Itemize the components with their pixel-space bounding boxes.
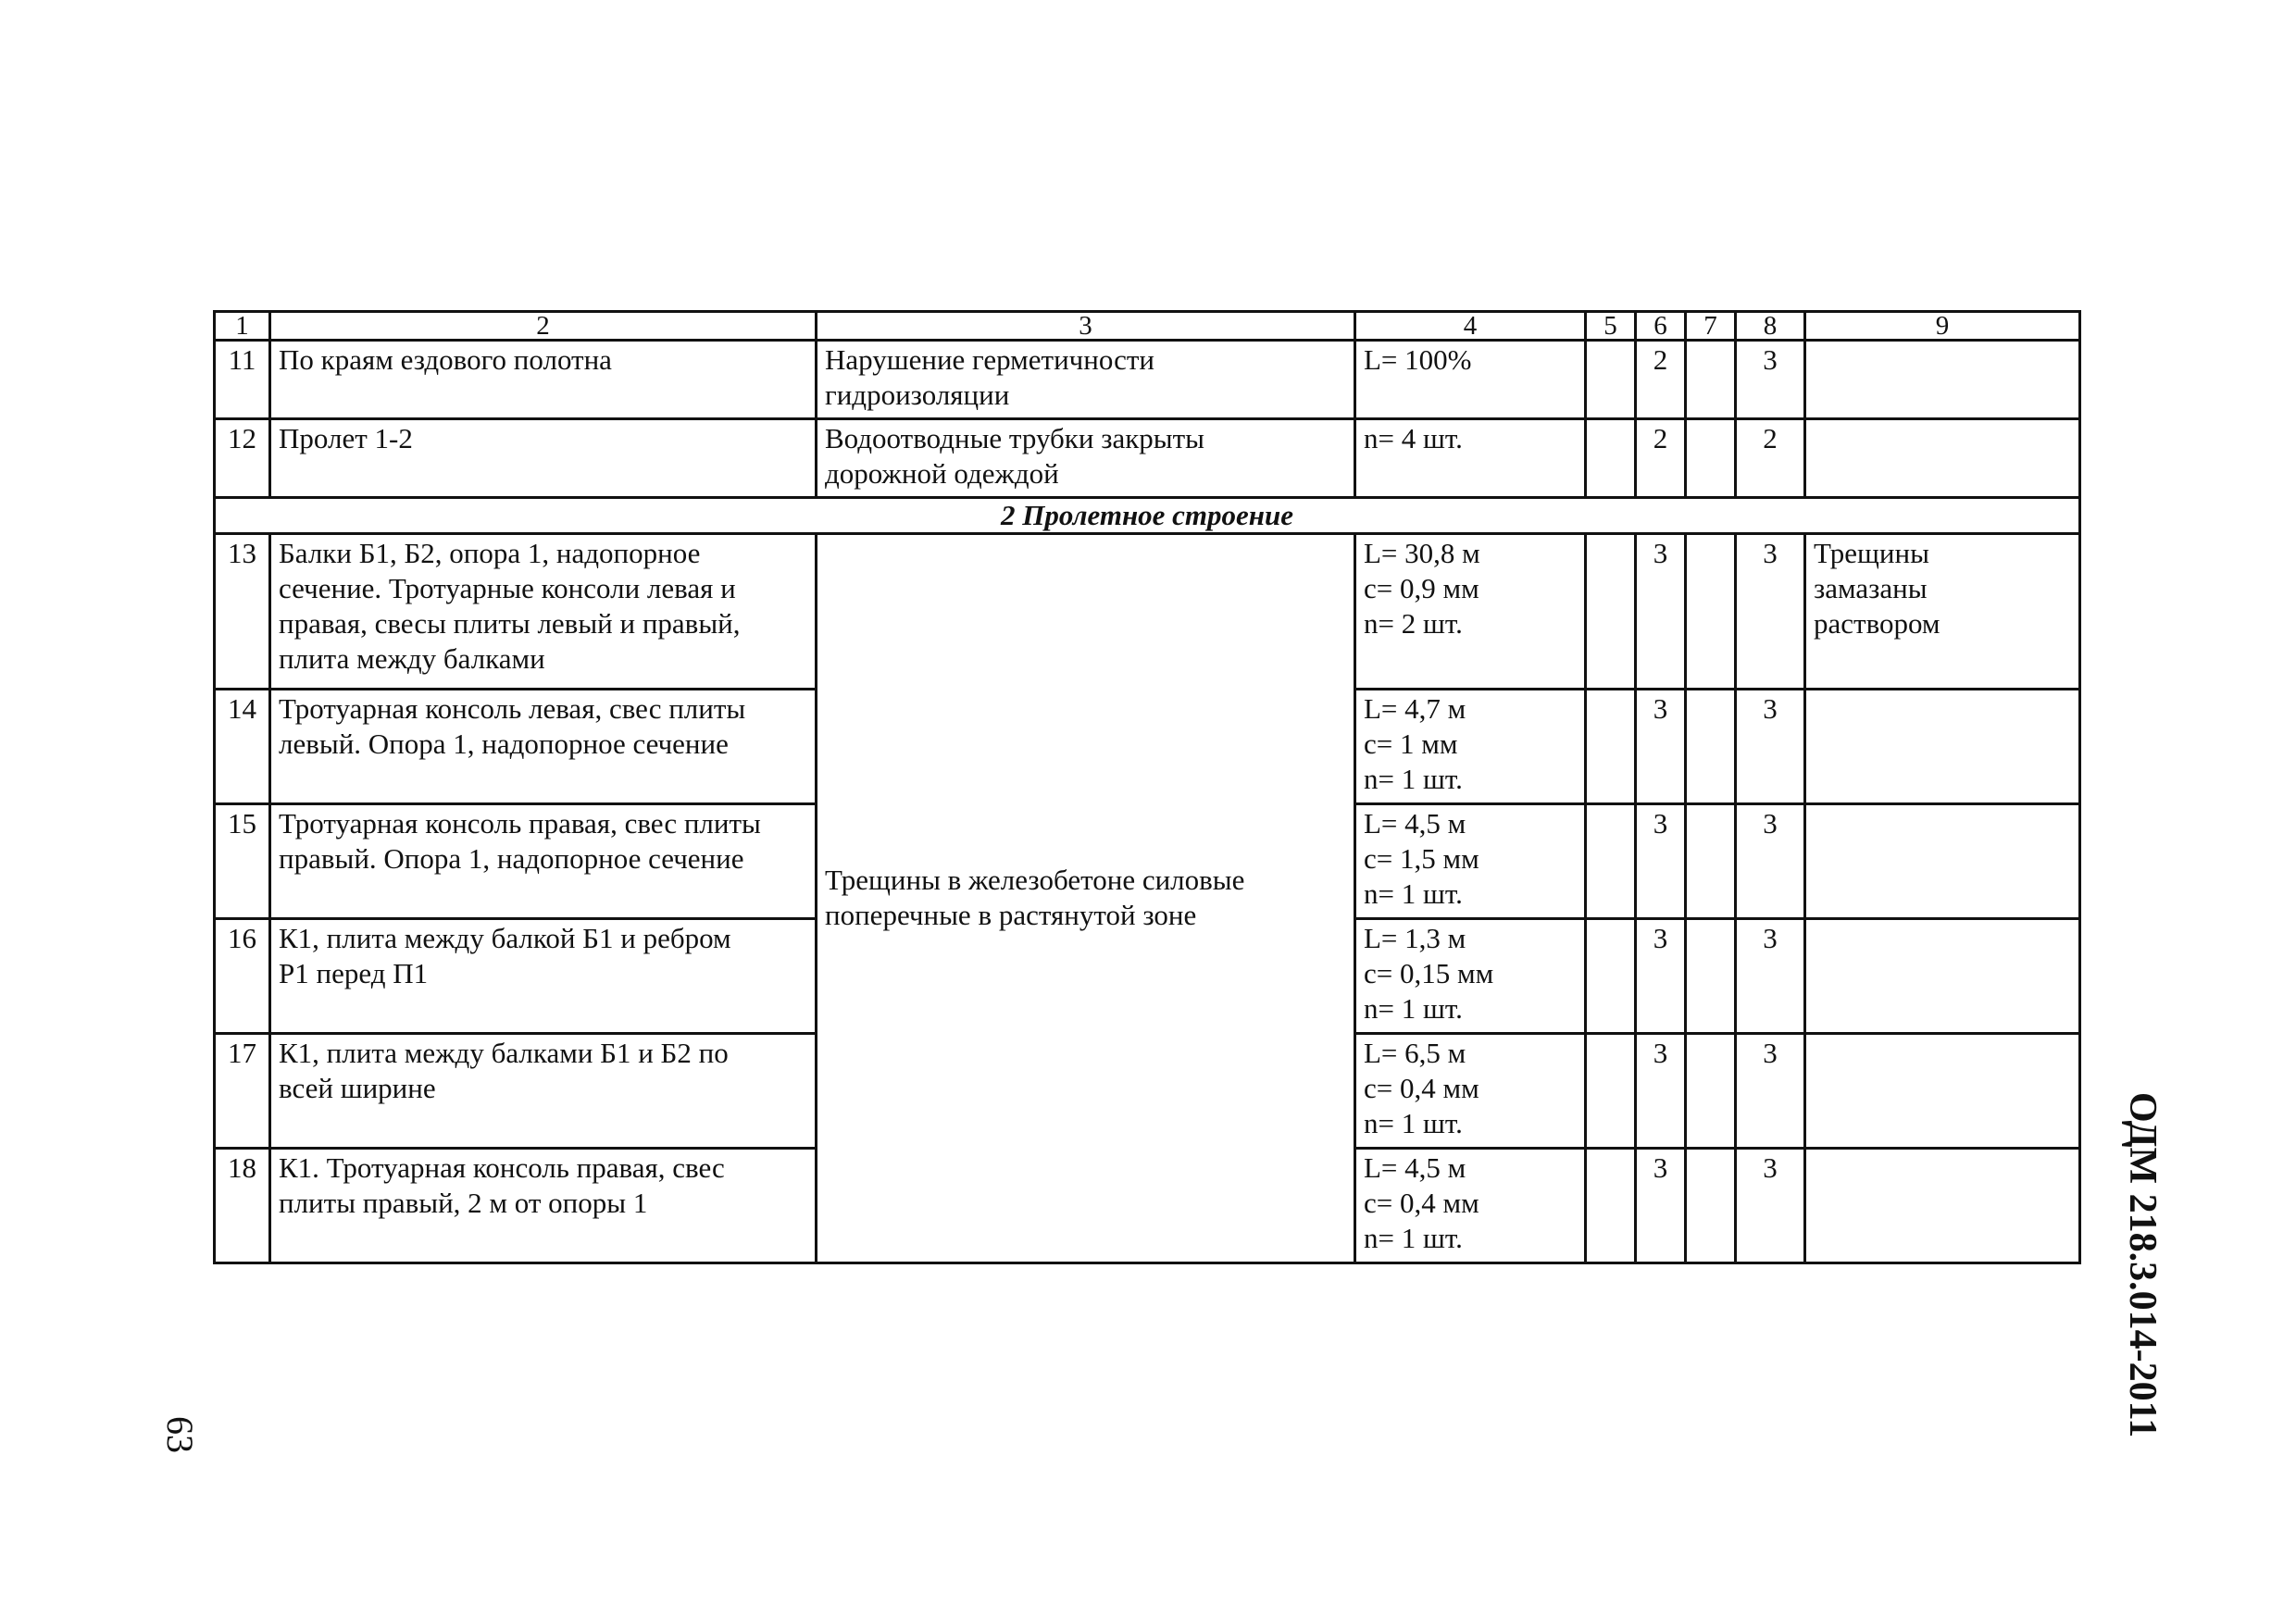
params-cell: L= 4,5 м c= 0,4 мм n= 1 шт. (1355, 1149, 1586, 1263)
row-number: 14 (215, 690, 270, 804)
col8-cell: 3 (1736, 1149, 1805, 1263)
row-number: 18 (215, 1149, 270, 1263)
col6-cell: 3 (1636, 1034, 1686, 1149)
col7-cell (1686, 1034, 1736, 1149)
row-number: 16 (215, 919, 270, 1034)
header-col-3: 3 (817, 312, 1355, 341)
col8-cell: 3 (1736, 919, 1805, 1034)
row-number: 13 (215, 534, 270, 690)
col7-cell (1686, 534, 1736, 690)
row-number: 17 (215, 1034, 270, 1149)
header-col-7: 7 (1686, 312, 1736, 341)
params-cell: L= 100% (1355, 341, 1586, 419)
col5-cell (1586, 690, 1636, 804)
defect-cell: Водоотводные трубки закрыты дорожной одеждой (817, 419, 1355, 498)
header-col-6: 6 (1636, 312, 1686, 341)
col6-cell: 3 (1636, 690, 1686, 804)
notes-cell (1805, 341, 2080, 419)
notes-cell (1805, 419, 2080, 498)
col7-cell (1686, 690, 1736, 804)
col6-cell: 2 (1636, 341, 1686, 419)
col7-cell (1686, 341, 1736, 419)
col6-cell: 3 (1636, 919, 1686, 1034)
col8-cell: 3 (1736, 534, 1805, 690)
location-cell: К1, плита между балками Б1 и Б2 по всей ширине (270, 1034, 817, 1149)
row-number: 15 (215, 804, 270, 919)
header-col-9: 9 (1805, 312, 2080, 341)
header-col-4: 4 (1355, 312, 1586, 341)
notes-cell (1805, 690, 2080, 804)
params-cell: n= 4 шт. (1355, 419, 1586, 498)
params-cell: L= 4,7 м c= 1 мм n= 1 шт. (1355, 690, 1586, 804)
notes-cell: Трещины замазаны раствором (1805, 534, 2080, 690)
table-header-row (215, 312, 2080, 341)
notes-cell (1805, 919, 2080, 1034)
col7-cell (1686, 804, 1736, 919)
notes-cell (1805, 804, 2080, 919)
location-cell: К1, плита между балкой Б1 и ребром Р1 перед П1 (270, 919, 817, 1034)
defect-cell: Нарушение герметичности гидроизоляции (817, 341, 1355, 419)
table-row (215, 534, 2080, 690)
notes-cell (1805, 1034, 2080, 1149)
location-cell: Тротуарная консоль правая, свес плиты правый. Опора 1, надопорное сечение (270, 804, 817, 919)
page-number: 63 (159, 1416, 201, 1453)
col8-cell: 3 (1736, 341, 1805, 419)
col7-cell (1686, 1149, 1736, 1263)
col5-cell (1586, 534, 1636, 690)
header-col-5: 5 (1586, 312, 1636, 341)
col6-cell: 2 (1636, 419, 1686, 498)
col6-cell: 3 (1636, 1149, 1686, 1263)
header-col-8: 8 (1736, 312, 1805, 341)
location-cell: Тротуарная консоль левая, свес плиты левый. Опора 1, надопорное сечение (270, 690, 817, 804)
notes-cell (1805, 1149, 2080, 1263)
col8-cell: 3 (1736, 690, 1805, 804)
table-row (215, 419, 2080, 498)
col8-cell: 2 (1736, 419, 1805, 498)
location-cell: Балки Б1, Б2, опора 1, надопорное сечение. Тротуарные консоли левая и правая, свесы плиты левый и правый, плита между балками (270, 534, 817, 690)
location-cell: Пролет 1-2 (270, 419, 817, 498)
col5-cell (1586, 1149, 1636, 1263)
section-row (215, 498, 2080, 534)
col7-cell (1686, 919, 1736, 1034)
col5-cell (1586, 919, 1636, 1034)
params-cell: L= 1,3 м c= 0,15 мм n= 1 шт. (1355, 919, 1586, 1034)
document-code: ОДМ 218.3.014-2011 (2121, 1092, 2164, 1438)
col5-cell (1586, 1034, 1636, 1149)
col6-cell: 3 (1636, 534, 1686, 690)
params-cell: L= 6,5 м c= 0,4 мм n= 1 шт. (1355, 1034, 1586, 1149)
params-cell: L= 4,5 м c= 1,5 мм n= 1 шт. (1355, 804, 1586, 919)
location-cell: По краям ездового полотна (270, 341, 817, 419)
location-cell: К1. Тротуарная консоль правая, свес плиты правый, 2 м от опоры 1 (270, 1149, 817, 1263)
merged-defect-cell: Трещины в железобетоне силовые поперечные в растянутой зоне (817, 534, 1355, 1263)
col8-cell: 3 (1736, 804, 1805, 919)
defects-table (213, 310, 2081, 1264)
params-cell: L= 30,8 м c= 0,9 мм n= 2 шт. (1355, 534, 1586, 690)
col6-cell: 3 (1636, 804, 1686, 919)
col8-cell: 3 (1736, 1034, 1805, 1149)
header-col-1: 1 (215, 312, 270, 341)
col5-cell (1586, 419, 1636, 498)
table-row (215, 341, 2080, 419)
col7-cell (1686, 419, 1736, 498)
col5-cell (1586, 341, 1636, 419)
row-number: 12 (215, 419, 270, 498)
row-number: 11 (215, 341, 270, 419)
header-col-2: 2 (270, 312, 817, 341)
col5-cell (1586, 804, 1636, 919)
section-title: 2 Пролетное строение (215, 498, 2080, 534)
